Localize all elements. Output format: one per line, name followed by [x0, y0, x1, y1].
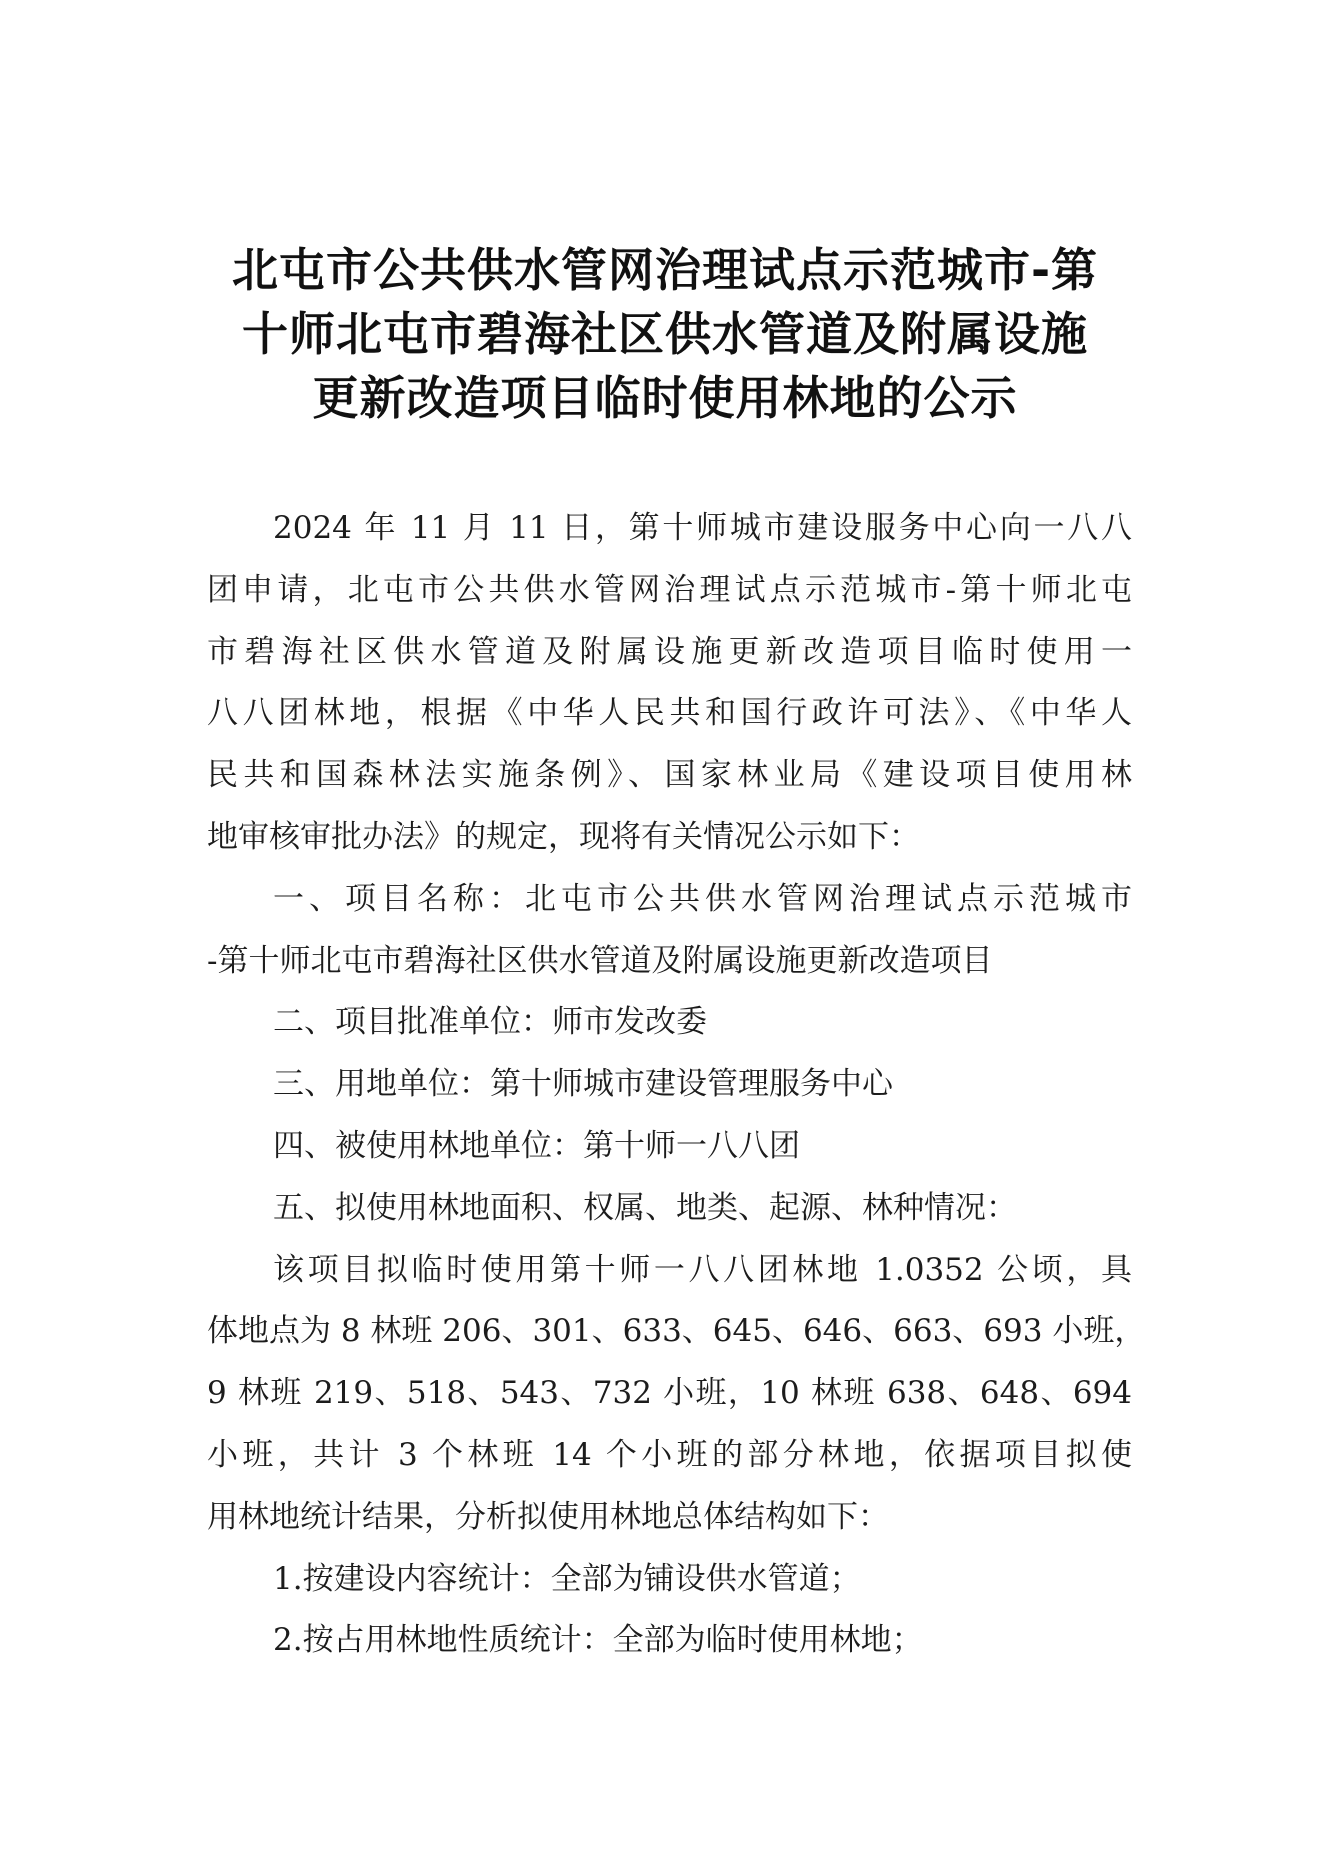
item-4-forest-owner: 四、被使用林地单位：第十师一八八团 — [273, 1127, 800, 1164]
paragraph-1-line: 民共和国森林法实施条例》、国家林业局《建设项目使用林 — [207, 757, 1132, 794]
title-line-1: 北屯市公共供水管网治理试点示范城市-第 — [231, 243, 1099, 297]
paragraph-1-line: 地审核审批办法》的规定，现将有关情况公示如下： — [207, 818, 920, 855]
title-line-2: 十师北屯市碧海社区供水管道及附属设施 — [242, 307, 1088, 361]
item-1-project-name: 一、项目名称：北屯市公共供水管网治理试点示范城市 — [273, 880, 1132, 917]
paragraph-1-line: 2024 年 11 月 11 日，第十师城市建设服务中心向一八八 — [273, 510, 1132, 546]
sub-item-2: 2.按占用林地性质统计：全部为临时使用林地； — [273, 1622, 923, 1659]
item-2-approval-unit: 二、项目批准单位：师市发改委 — [273, 1004, 707, 1041]
paragraph-2-line: 用林地统计结果，分析拟使用林地总体结构如下： — [207, 1498, 889, 1535]
paragraph-2-line: 小班，共计 3 个林班 14 个小班的部分林地，依据项目拟使 — [207, 1436, 1132, 1473]
item-5-forest-details-heading: 五、拟使用林地面积、权属、地类、起源、林种情况： — [273, 1189, 1017, 1226]
paragraph-2-line: 9 林班 219、518、543、732 小班，10 林班 638、648、694 — [207, 1375, 1132, 1412]
paragraph-1-line: 八八团林地，根据《中华人民共和国行政许可法》、《中华人 — [207, 695, 1132, 732]
item-3-land-user: 三、用地单位：第十师城市建设管理服务中心 — [273, 1066, 893, 1103]
paragraph-1-line: 市碧海社区供水管道及附属设施更新改造项目临时使用一 — [207, 633, 1132, 670]
title-line-3: 更新改造项目临时使用林地的公示 — [312, 371, 1018, 425]
sub-item-1: 1.按建设内容统计：全部为铺设供水管道； — [273, 1560, 861, 1597]
document-body — [207, 498, 1146, 1672]
paragraph-2-line: 该项目拟临时使用第十师一八八团林地 1.0352 公顷，具 — [273, 1251, 1132, 1288]
item-1-project-name: -第十师北屯市碧海社区供水管道及附属设施更新改造项目 — [207, 942, 993, 979]
paragraph-1-line: 团申请，北屯市公共供水管网治理试点示范城市-第十师北屯 — [207, 571, 1132, 608]
paragraph-2-line: 体地点为 8 林班 206、301、633、645、646、663、693 小班， — [207, 1313, 1146, 1350]
document-title — [200, 238, 1130, 430]
